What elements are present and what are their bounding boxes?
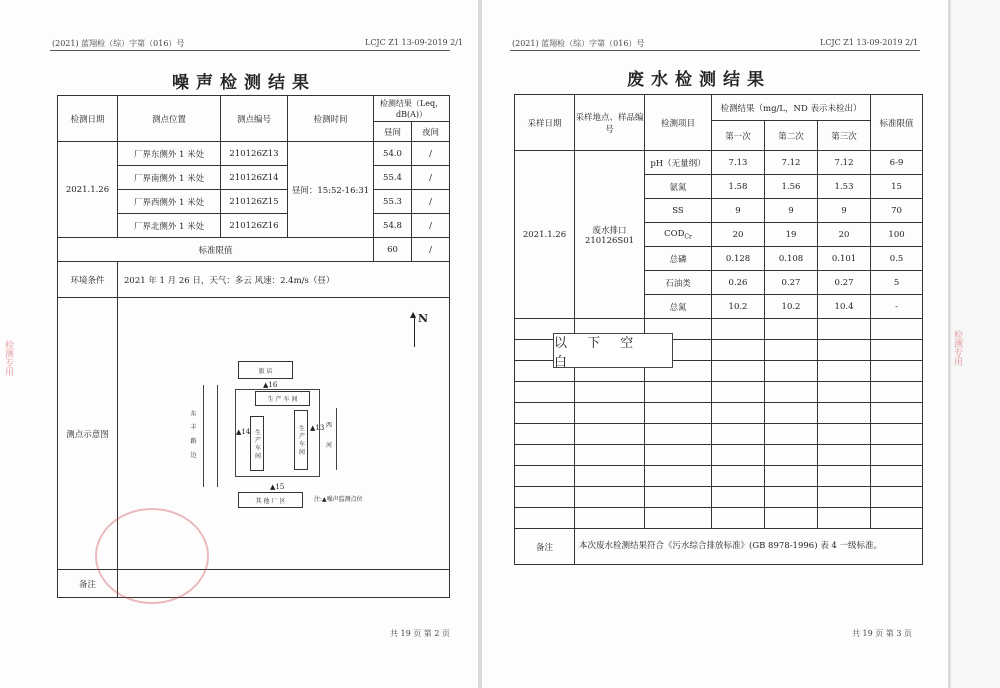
- table-row-limit: 100: [871, 223, 923, 247]
- remark-value: 本次废水检测结果符合《污水综合排放标准》(GB 8978-1996) 表 4 一级标准。: [575, 529, 923, 565]
- next-page-edge: [950, 0, 1000, 688]
- col-header-item: 检测项目: [645, 95, 712, 151]
- empty-cell: [575, 487, 645, 508]
- page-number: 共 19 页 第 2 页: [390, 629, 450, 638]
- table-row-v3: 0.101: [818, 247, 871, 271]
- empty-cell: [712, 361, 765, 382]
- table-row-item: SS: [645, 199, 712, 223]
- empty-cell: [818, 487, 871, 508]
- empty-cell: [818, 361, 871, 382]
- empty-cell: [765, 445, 818, 466]
- table-row-day: 55.3: [374, 190, 412, 214]
- empty-cell: [515, 424, 575, 445]
- table-row-v1: 1.58: [712, 175, 765, 199]
- table-row-item: 总磷: [645, 247, 712, 271]
- table-row-night: /: [412, 214, 450, 238]
- table-row-location: 厂界北侧外 1 米处: [118, 214, 221, 238]
- table-row-point-id: 210126Z16: [221, 214, 288, 238]
- table-row-point-id: 210126Z14: [221, 166, 288, 190]
- site-name: 废水排口: [592, 225, 627, 236]
- sample-site: [575, 151, 645, 319]
- road-line-1: [203, 385, 204, 487]
- table-row-item: 总氮: [645, 295, 712, 319]
- table-row-v2: 19: [765, 223, 818, 247]
- empty-cell: [712, 403, 765, 424]
- table-row-item: 石油类: [645, 271, 712, 295]
- header-rule: [510, 50, 920, 51]
- empty-cell: [712, 340, 765, 361]
- empty-cell: [765, 361, 818, 382]
- north-label: N: [418, 312, 429, 325]
- empty-cell: [515, 508, 575, 529]
- point-16-marker: ▲16: [263, 381, 278, 389]
- empty-cell: [871, 445, 923, 466]
- empty-cell: [765, 319, 818, 340]
- empty-row: [515, 403, 923, 424]
- table-row-v2: 7.12: [765, 151, 818, 175]
- table-row-v3: 0.27: [818, 271, 871, 295]
- empty-cell: [871, 487, 923, 508]
- table-row-limit: 5: [871, 271, 923, 295]
- wastewater-table: [514, 94, 923, 565]
- env-value: 2021 年 1 月 26 日，天气：多云 风速：2.4m/s（昼）: [118, 262, 450, 298]
- col-header-result: 检测结果（Leq，dB(A)）: [374, 96, 450, 122]
- limit-label: 标准限值: [58, 238, 374, 262]
- empty-row: [515, 487, 923, 508]
- empty-cell: [712, 424, 765, 445]
- table-row-day: 54.8: [374, 214, 412, 238]
- empty-cell: [515, 466, 575, 487]
- empty-row: [515, 445, 923, 466]
- empty-cell: [515, 403, 575, 424]
- red-stamp-mark: 检测专用: [952, 330, 962, 366]
- empty-cell: [871, 424, 923, 445]
- production-building-right: 生 产 车 间: [294, 410, 308, 470]
- page-title: 噪声检测结果: [172, 73, 316, 93]
- empty-cell: [645, 508, 712, 529]
- table-row-v2: 0.108: [765, 247, 818, 271]
- road-label: 东 丰 路 边: [189, 410, 196, 461]
- empty-cell: [575, 382, 645, 403]
- table-row-limit: 15: [871, 175, 923, 199]
- table-row-item: 氨氮: [645, 175, 712, 199]
- table-row-v2: 10.2: [765, 295, 818, 319]
- empty-cell: [712, 445, 765, 466]
- empty-cell: [871, 319, 923, 340]
- table-row-limit: 70: [871, 199, 923, 223]
- doc-code: LCJC Z1 13-09-2019 2/1: [820, 38, 919, 47]
- doc-code: LCJC Z1 13-09-2019 2/1: [365, 38, 464, 47]
- page-number: 共 19 页 第 3 页: [852, 629, 912, 638]
- table-row-location: 厂界西侧外 1 米处: [118, 190, 221, 214]
- table-row-limit: 6-9: [871, 151, 923, 175]
- left-red-stamp-mark: 检测专用: [3, 340, 13, 376]
- wastewater-report-page: [482, 0, 948, 688]
- table-row-item: $COD_{Cr}$: [645, 223, 712, 247]
- empty-cell: [575, 445, 645, 466]
- table-row-v2: 9: [765, 199, 818, 223]
- empty-cell: [765, 508, 818, 529]
- limit-day: 60: [374, 238, 412, 262]
- legend-note: 注:▲噪声监测点位: [314, 496, 363, 503]
- sample-date: 2021.1.26: [515, 151, 575, 319]
- table-row-location: 厂界南侧外 1 米处: [118, 166, 221, 190]
- empty-cell: [871, 340, 923, 361]
- measure-time: 昼间：15:52-16:31: [288, 142, 374, 238]
- empty-cell: [515, 487, 575, 508]
- empty-cell: [645, 382, 712, 403]
- point-15-marker: ▲15: [270, 483, 285, 491]
- empty-cell: [575, 403, 645, 424]
- empty-cell: [871, 508, 923, 529]
- empty-cell: [645, 424, 712, 445]
- empty-cell: [712, 487, 765, 508]
- empty-row: [515, 424, 923, 445]
- empty-cell: [818, 340, 871, 361]
- col-header-date: 采样日期: [515, 95, 575, 151]
- report-number: (2021) 蓝翔检（综）字第（016）号: [52, 39, 185, 48]
- inspection-seal: [95, 508, 209, 604]
- north-arrow-head: ▲: [410, 310, 417, 319]
- production-building-top: 生 产 车 间: [255, 391, 310, 406]
- river-line: [336, 408, 337, 470]
- remark-label: 备注: [58, 570, 118, 598]
- col-header-third: 第三次: [818, 121, 871, 151]
- table-row-item: pH（无量纲）: [645, 151, 712, 175]
- col-header-night: 夜间: [412, 122, 450, 142]
- table-row-night: /: [412, 166, 450, 190]
- empty-cell: [818, 424, 871, 445]
- empty-cell: [765, 466, 818, 487]
- remark-label: 备注: [515, 529, 575, 565]
- sample-id: 210126S01: [584, 235, 635, 246]
- other-area-box: 其 他 厂 区: [238, 492, 303, 508]
- blank-notice: 以 下 空 白: [553, 333, 673, 368]
- empty-cell: [515, 382, 575, 403]
- col-header-location: 测点位置: [118, 96, 221, 142]
- empty-cell: [765, 487, 818, 508]
- col-header-second: 第二次: [765, 121, 818, 151]
- point-14-marker: ▲14: [236, 428, 251, 436]
- table-row-v1: 7.13: [712, 151, 765, 175]
- empty-cell: [645, 466, 712, 487]
- empty-cell: [818, 508, 871, 529]
- col-header-first: 第一次: [712, 121, 765, 151]
- empty-cell: [645, 445, 712, 466]
- table-row-v3: 7.12: [818, 151, 871, 175]
- table-row-point-id: 210126Z15: [221, 190, 288, 214]
- empty-cell: [871, 361, 923, 382]
- table-row-location: 厂界东侧外 1 米处: [118, 142, 221, 166]
- env-label: 环境条件: [58, 262, 118, 298]
- empty-cell: [712, 382, 765, 403]
- west-label: 西: [326, 422, 333, 429]
- col-header-site: 采样地点、样品编号: [575, 95, 645, 151]
- table-row-v1: 0.128: [712, 247, 765, 271]
- empty-cell: [712, 319, 765, 340]
- table-row-day: 54.0: [374, 142, 412, 166]
- empty-cell: [765, 382, 818, 403]
- table-row-day: 55.4: [374, 166, 412, 190]
- table-row-v2: 0.27: [765, 271, 818, 295]
- noise-report-page: [0, 0, 478, 688]
- empty-cell: [871, 382, 923, 403]
- sample-date: 2021.1.26: [58, 142, 118, 238]
- col-header-point-id: 测点编号: [221, 96, 288, 142]
- empty-row: [515, 466, 923, 487]
- table-row-limit: 0.5: [871, 247, 923, 271]
- table-row-v1: 10.2: [712, 295, 765, 319]
- table-row-point-id: 210126Z13: [221, 142, 288, 166]
- empty-cell: [871, 403, 923, 424]
- empty-row: [515, 382, 923, 403]
- empty-cell: [765, 403, 818, 424]
- table-row-limit: -: [871, 295, 923, 319]
- empty-cell: [575, 424, 645, 445]
- table-row-v3: 9: [818, 199, 871, 223]
- table-row-v1: 9: [712, 199, 765, 223]
- empty-cell: [712, 508, 765, 529]
- empty-cell: [818, 382, 871, 403]
- empty-cell: [575, 466, 645, 487]
- report-number: (2021) 蓝翔检（综）字第（016）号: [512, 39, 645, 48]
- table-row-v1: 20: [712, 223, 765, 247]
- empty-cell: [575, 508, 645, 529]
- empty-cell: [515, 445, 575, 466]
- diagram-label: 测点示意图: [58, 298, 118, 570]
- empty-cell: [765, 340, 818, 361]
- col-header-day: 昼间: [374, 122, 412, 142]
- limit-night: /: [412, 238, 450, 262]
- empty-cell: [818, 445, 871, 466]
- empty-cell: [818, 403, 871, 424]
- table-row-night: /: [412, 190, 450, 214]
- empty-row: [515, 508, 923, 529]
- north-arrow: [414, 315, 415, 347]
- empty-cell: [645, 487, 712, 508]
- table-row-v1: 0.26: [712, 271, 765, 295]
- page-title: 废水检测结果: [627, 70, 771, 90]
- col-header-limit: 标准限值: [871, 95, 923, 151]
- point-13-marker: ▲13: [310, 424, 325, 432]
- empty-cell: [871, 466, 923, 487]
- road-line-2: [217, 385, 218, 487]
- empty-cell: [765, 424, 818, 445]
- table-row-night: /: [412, 142, 450, 166]
- table-row-v3: 20: [818, 223, 871, 247]
- col-header-time: 检测时间: [288, 96, 374, 142]
- production-building-left: 生 产 车 间: [250, 416, 264, 471]
- empty-cell: [818, 319, 871, 340]
- col-header-result: 检测结果（mg/L，ND 表示未检出）: [712, 95, 871, 121]
- header-rule: [50, 50, 450, 51]
- table-row-v2: 1.56: [765, 175, 818, 199]
- table-row-v3: 10.4: [818, 295, 871, 319]
- river-label: 河: [326, 442, 333, 449]
- empty-cell: [818, 466, 871, 487]
- col-header-date: 检测日期: [58, 96, 118, 142]
- empty-cell: [645, 403, 712, 424]
- table-row-v3: 1.53: [818, 175, 871, 199]
- hotel-box: 旅 店: [238, 361, 293, 379]
- empty-cell: [712, 466, 765, 487]
